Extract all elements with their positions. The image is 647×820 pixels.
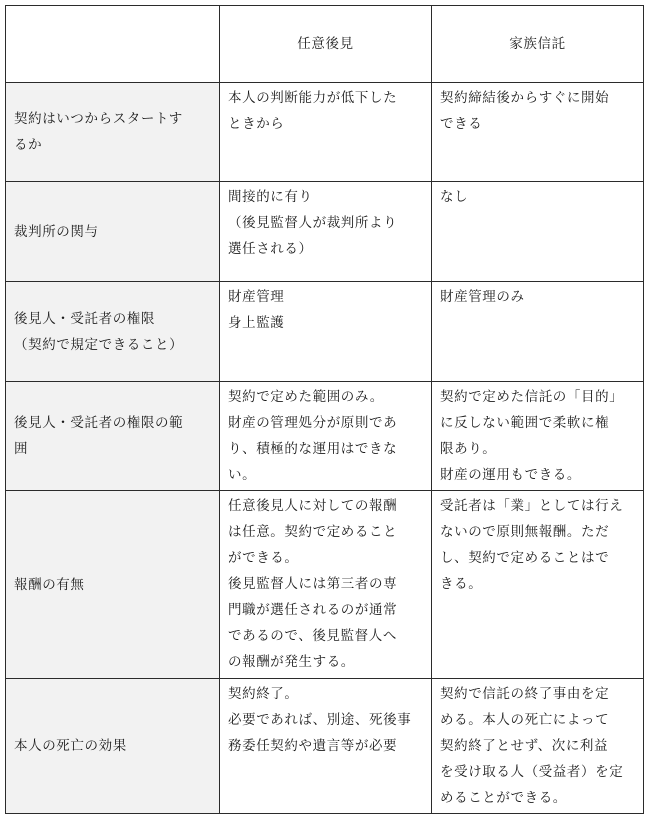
cell-kazoku-authority: 財産管理のみ bbox=[432, 282, 644, 382]
header-nini-kouken: 任意後見 bbox=[220, 6, 432, 83]
cell-nini-death: 契約終了。 必要であれば、別途、死後事 務委任契約や遺言等が必要 bbox=[220, 679, 432, 814]
cell-kazoku-scope: 契約で定めた信託の「目的」 に反しない範囲で柔軟に権 限あり。 財産の運用もできる。 bbox=[432, 382, 644, 491]
cell-nini-start: 本人の判断能力が低下した ときから bbox=[220, 83, 432, 182]
row-label-authority: 後見人・受託者の権限 （契約で規定できること） bbox=[6, 282, 220, 382]
table-row-start bbox=[6, 83, 644, 182]
cell-nini-court: 間接的に有り （後見監督人が裁判所より 選任される） bbox=[220, 182, 432, 282]
cell-kazoku-death: 契約で信託の終了事由を定 める。本人の死亡によって 契約終了とせず、次に利益 を受け取る人（受益者）を定 めることができる。 bbox=[432, 679, 644, 814]
table-row-court bbox=[6, 182, 644, 282]
cell-kazoku-court: なし bbox=[432, 182, 644, 282]
row-label-court: 裁判所の関与 bbox=[6, 182, 220, 282]
row-label-start: 契約はいつからスタートす るか bbox=[6, 83, 220, 182]
cell-kazoku-start: 契約締結後からすぐに開始 できる bbox=[432, 83, 644, 182]
cell-nini-scope: 契約で定めた範囲のみ。 財産の管理処分が原則であ り、積極的な運用はできな い。 bbox=[220, 382, 432, 491]
comparison-table bbox=[5, 5, 644, 814]
table-row-scope bbox=[6, 382, 644, 491]
table-row-authority bbox=[6, 282, 644, 382]
row-label-scope: 後見人・受託者の権限の範 囲 bbox=[6, 382, 220, 491]
cell-kazoku-fee: 受託者は「業」としては行え ないので原則無報酬。ただ し、契約で定めることはで きる。 bbox=[432, 491, 644, 679]
row-label-fee: 報酬の有無 bbox=[6, 491, 220, 679]
header-row bbox=[6, 6, 644, 83]
cell-nini-authority: 財産管理 身上監護 bbox=[220, 282, 432, 382]
table-row-fee bbox=[6, 491, 644, 679]
table-row-death bbox=[6, 679, 644, 814]
row-label-death: 本人の死亡の効果 bbox=[6, 679, 220, 814]
header-kazoku-shintaku: 家族信託 bbox=[432, 6, 644, 83]
header-blank-cell bbox=[6, 6, 220, 83]
cell-nini-fee: 任意後見人に対しての報酬 は任意。契約で定めること ができる。 後見監督人には第三者の専 門職が選任されるのが通常 であるので、後見監督人へ の報酬が発生する。 bbox=[220, 491, 432, 679]
